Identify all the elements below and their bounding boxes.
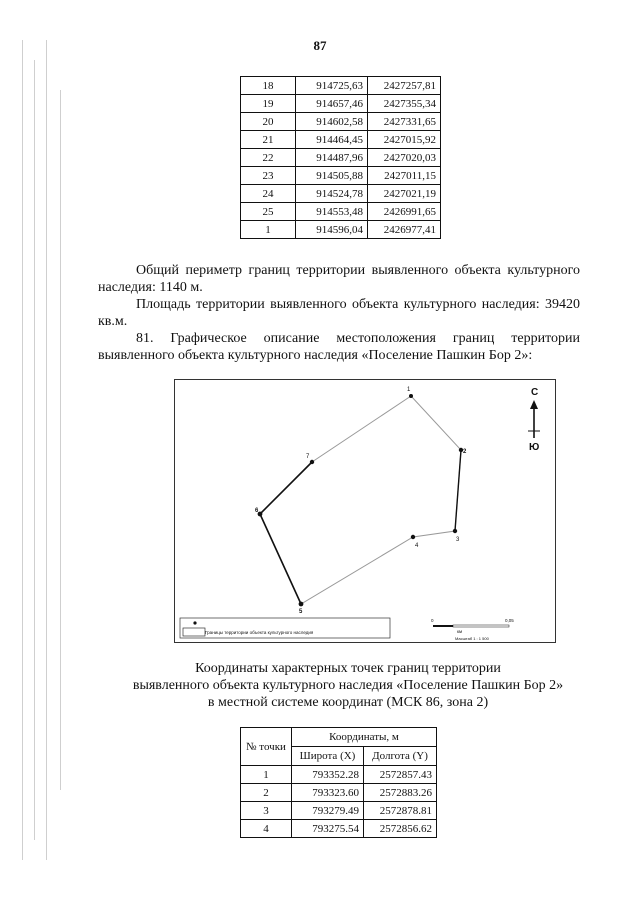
legend-label: Границы территории объекта культурного наследия bbox=[205, 630, 314, 635]
table-caption-line-3: в местной системе координат (МСК 86, зона 2) bbox=[207, 695, 489, 710]
point-label-4: 4 bbox=[415, 543, 419, 549]
table-caption-line-1: Координаты характерных точек границ территории bbox=[195, 661, 501, 676]
point-number-cell: 24 bbox=[241, 185, 296, 203]
scale-unit-label: км bbox=[457, 629, 463, 634]
boundary-segment-bold bbox=[260, 514, 301, 604]
boundary-point-3 bbox=[453, 529, 457, 533]
table-row bbox=[241, 802, 437, 820]
longitude-cell: 2572878.81 bbox=[364, 802, 437, 820]
scale-end-label: 0,05 bbox=[505, 618, 514, 623]
table-row bbox=[241, 784, 437, 802]
table-row bbox=[241, 113, 441, 131]
table-row bbox=[241, 95, 441, 113]
scale-bar bbox=[431, 618, 514, 641]
point-number-cell: 3 bbox=[241, 802, 292, 820]
table-row bbox=[241, 77, 441, 95]
longitude-cell: 2427331,65 bbox=[368, 113, 441, 131]
point-number-cell: 20 bbox=[241, 113, 296, 131]
longitude-cell: 2427257,81 bbox=[368, 77, 441, 95]
point-number-cell: 25 bbox=[241, 203, 296, 221]
boundary-segment-bold bbox=[455, 450, 461, 531]
boundary-point-4 bbox=[411, 535, 415, 539]
longitude-cell: 2427021,19 bbox=[368, 185, 441, 203]
point-label-3: 3 bbox=[456, 537, 460, 543]
latitude-cell: 914487,96 bbox=[296, 149, 368, 167]
scan-margin-line bbox=[60, 90, 61, 790]
latitude-cell: 914657,46 bbox=[296, 95, 368, 113]
boundary-point-1 bbox=[409, 394, 413, 398]
compass-north-label: С bbox=[531, 387, 539, 398]
table-row bbox=[241, 766, 437, 784]
header-point-number: № точки bbox=[241, 728, 292, 766]
page-number: 87 bbox=[313, 38, 327, 53]
table-row bbox=[241, 203, 441, 221]
scan-margin-line bbox=[34, 60, 35, 840]
point-label-7: 7 bbox=[306, 454, 310, 460]
table-row bbox=[241, 185, 441, 203]
longitude-cell: 2427355,34 bbox=[368, 95, 441, 113]
latitude-cell: 914553,48 bbox=[296, 203, 368, 221]
latitude-cell: 914596,04 bbox=[296, 221, 368, 239]
point-label-5: 5 bbox=[299, 609, 303, 615]
point-number-cell: 1 bbox=[241, 766, 292, 784]
latitude-cell: 793279.49 bbox=[292, 802, 364, 820]
north-arrow-icon bbox=[528, 387, 540, 453]
point-label-1: 1 bbox=[407, 387, 411, 393]
scan-margin-line bbox=[46, 40, 47, 860]
longitude-cell: 2572856.62 bbox=[364, 820, 437, 838]
point-number-cell: 4 bbox=[241, 820, 292, 838]
latitude-cell: 793352.28 bbox=[292, 766, 364, 784]
area-paragraph: Площадь территории выявленного объекта культурного наследия: 39420 кв.м. bbox=[98, 297, 580, 329]
header-coordinates: Координаты, м bbox=[292, 728, 437, 747]
latitude-cell: 914524,78 bbox=[296, 185, 368, 203]
longitude-cell: 2427020,03 bbox=[368, 149, 441, 167]
latitude-cell: 914464,45 bbox=[296, 131, 368, 149]
longitude-cell: 2572857.43 bbox=[364, 766, 437, 784]
perimeter-paragraph: Общий периметр границ территории выявленного объекта культурного наследия: 1140 м. bbox=[98, 263, 580, 295]
boundary-point-7 bbox=[310, 460, 314, 464]
scale-ratio-label: Масштаб 1 : 1 500 bbox=[455, 636, 489, 641]
section-81-paragraph: 81. Графическое описание местоположения границ территории выявленного объекта культурного наследия «Поселение Пашкин Бор 2»: bbox=[98, 331, 580, 363]
boundary-segment-bold bbox=[260, 462, 312, 514]
map-legend bbox=[180, 618, 390, 638]
longitude-cell: 2426991,65 bbox=[368, 203, 441, 221]
longitude-cell: 2427015,92 bbox=[368, 131, 441, 149]
boundary-map-drawing bbox=[175, 380, 555, 642]
table-row bbox=[241, 820, 437, 838]
coordinates-table bbox=[240, 727, 437, 838]
point-label-6: 6 bbox=[255, 508, 259, 514]
longitude-cell: 2572883.26 bbox=[364, 784, 437, 802]
compass-south-label: Ю bbox=[529, 442, 540, 453]
latitude-cell: 793323.60 bbox=[292, 784, 364, 802]
latitude-cell: 914602,58 bbox=[296, 113, 368, 131]
table-row bbox=[241, 149, 441, 167]
scan-margin-line bbox=[22, 40, 23, 860]
point-number-cell: 1 bbox=[241, 221, 296, 239]
point-number-cell: 23 bbox=[241, 167, 296, 185]
scale-start-label: 0 bbox=[431, 618, 434, 623]
header-longitude: Долгота (Y) bbox=[364, 747, 437, 766]
point-number-cell: 21 bbox=[241, 131, 296, 149]
point-number-cell: 18 bbox=[241, 77, 296, 95]
latitude-cell: 914505,88 bbox=[296, 167, 368, 185]
latitude-cell: 793275.54 bbox=[292, 820, 364, 838]
boundary-map bbox=[174, 379, 556, 643]
longitude-cell: 2426977,41 bbox=[368, 221, 441, 239]
table-row bbox=[241, 167, 441, 185]
point-number-cell: 2 bbox=[241, 784, 292, 802]
point-number-cell: 22 bbox=[241, 149, 296, 167]
header-latitude: Широта (X) bbox=[292, 747, 364, 766]
boundary-point-5 bbox=[299, 602, 304, 607]
table-caption-line-2: выявленного объекта культурного наследия «Поселение Пашкин Бор 2» bbox=[132, 678, 564, 693]
longitude-cell: 2427011,15 bbox=[368, 167, 441, 185]
coordinates-table-continued bbox=[240, 76, 441, 239]
point-label-2: 2 bbox=[463, 449, 467, 455]
table-row bbox=[241, 221, 441, 239]
point-number-cell: 19 bbox=[241, 95, 296, 113]
table-row bbox=[241, 131, 441, 149]
latitude-cell: 914725,63 bbox=[296, 77, 368, 95]
boundary-polygon bbox=[260, 396, 461, 604]
